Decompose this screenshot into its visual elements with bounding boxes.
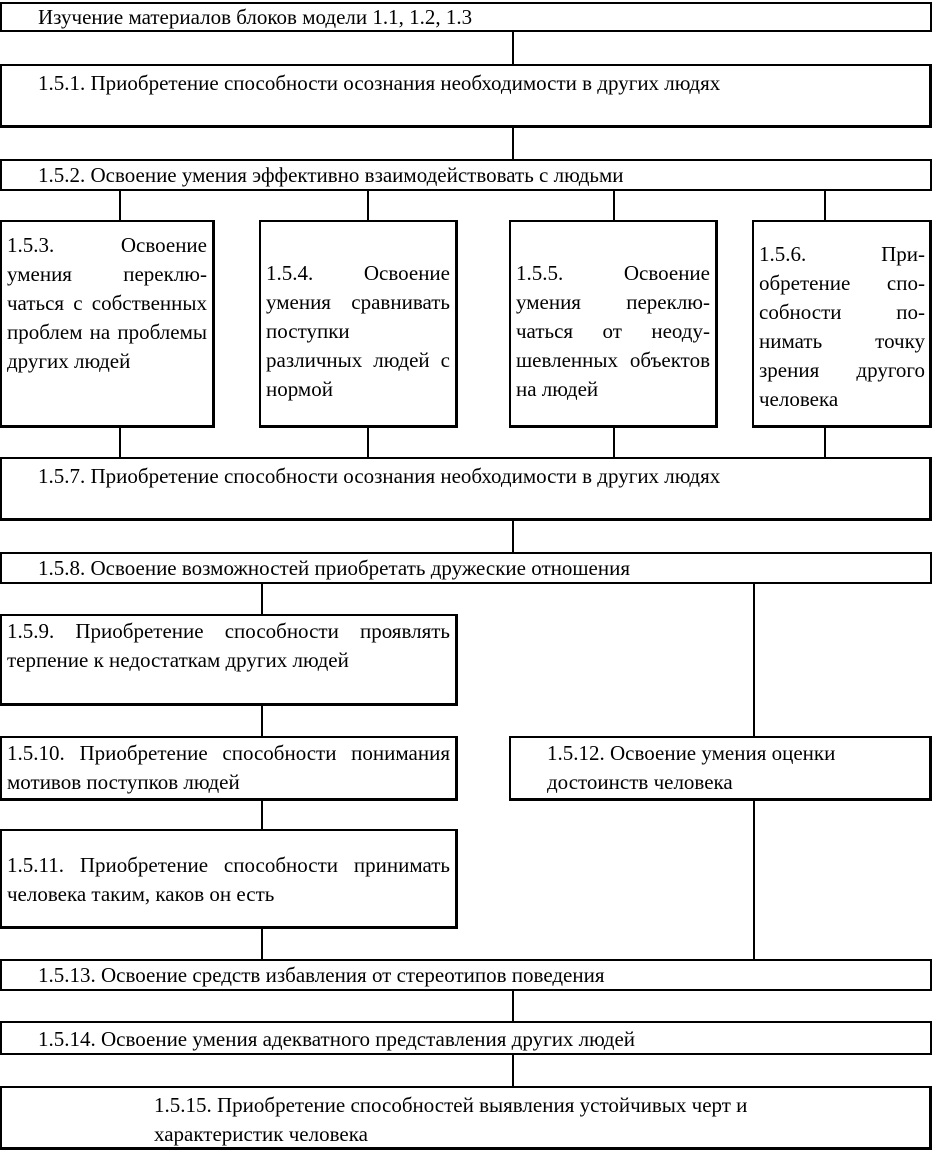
node-label: 1.5.4. Освоение умения сравнивать поступки различных людей с нормой <box>266 261 450 401</box>
node-label: 1.5.1. Приобретение способности осознания необходимости в других людях <box>38 71 721 95</box>
node-label: 1.5.3. Освоение умения переключаться с собственных проблем на проблемы других людей <box>7 233 207 373</box>
node-label: 1.5.2. Освоение умения эффективно взаимодействовать с людьми <box>38 163 624 187</box>
node-1-5-15 <box>0 1086 932 1150</box>
node-1-5-12 <box>509 736 932 801</box>
node-1-5-2 <box>0 159 932 191</box>
node-1-5-7 <box>0 457 932 521</box>
node-label: 1.5.13. Освоение средств избавления от стереотипов поведения <box>38 963 605 987</box>
node-1-5-8 <box>0 552 932 584</box>
node-label: 1.5.9. Приобретение способности проявлять терпение к недостаткам других людей <box>7 619 450 672</box>
node-1-5-10 <box>0 736 458 801</box>
node-study-materials <box>0 2 932 32</box>
node-1-5-6 <box>752 220 932 428</box>
node-1-5-13 <box>0 959 932 991</box>
node-label: 1.5.11. Приобретение способности принимать человека таким, каков он есть <box>7 853 450 906</box>
node-label: 1.5.5. Освоение умения переключаться от неодушевленных объектов на людей <box>516 261 710 401</box>
node-1-5-3 <box>0 220 215 428</box>
node-label: 1.5.15. Приобретение способностей выявления устойчивых черт и характеристик человека <box>154 1093 748 1146</box>
node-label: 1.5.12. Освоение умения оценки достоинств человека <box>547 741 836 794</box>
node-1-5-11 <box>0 829 458 929</box>
node-label: 1.5.7. Приобретение способности осознания необходимости в других людях <box>38 464 721 488</box>
node-1-5-14 <box>0 1021 932 1055</box>
node-label: 1.5.6. Приобретение способности понимать точку зрения другого человека <box>759 242 925 411</box>
node-label: 1.5.8. Освоение возможностей приобретать дружеские отношения <box>38 556 630 580</box>
node-1-5-9 <box>0 614 458 706</box>
node-1-5-1 <box>0 64 932 128</box>
node-1-5-4 <box>259 220 458 428</box>
node-label: Изучение материалов блоков модели 1.1, 1.2, 1.3 <box>38 5 473 29</box>
node-label: 1.5.10. Приобретение способности понимания мотивов поступков людей <box>7 741 450 794</box>
node-1-5-5 <box>509 220 718 428</box>
node-label: 1.5.14. Освоение умения адекватного представления других людей <box>38 1027 636 1051</box>
